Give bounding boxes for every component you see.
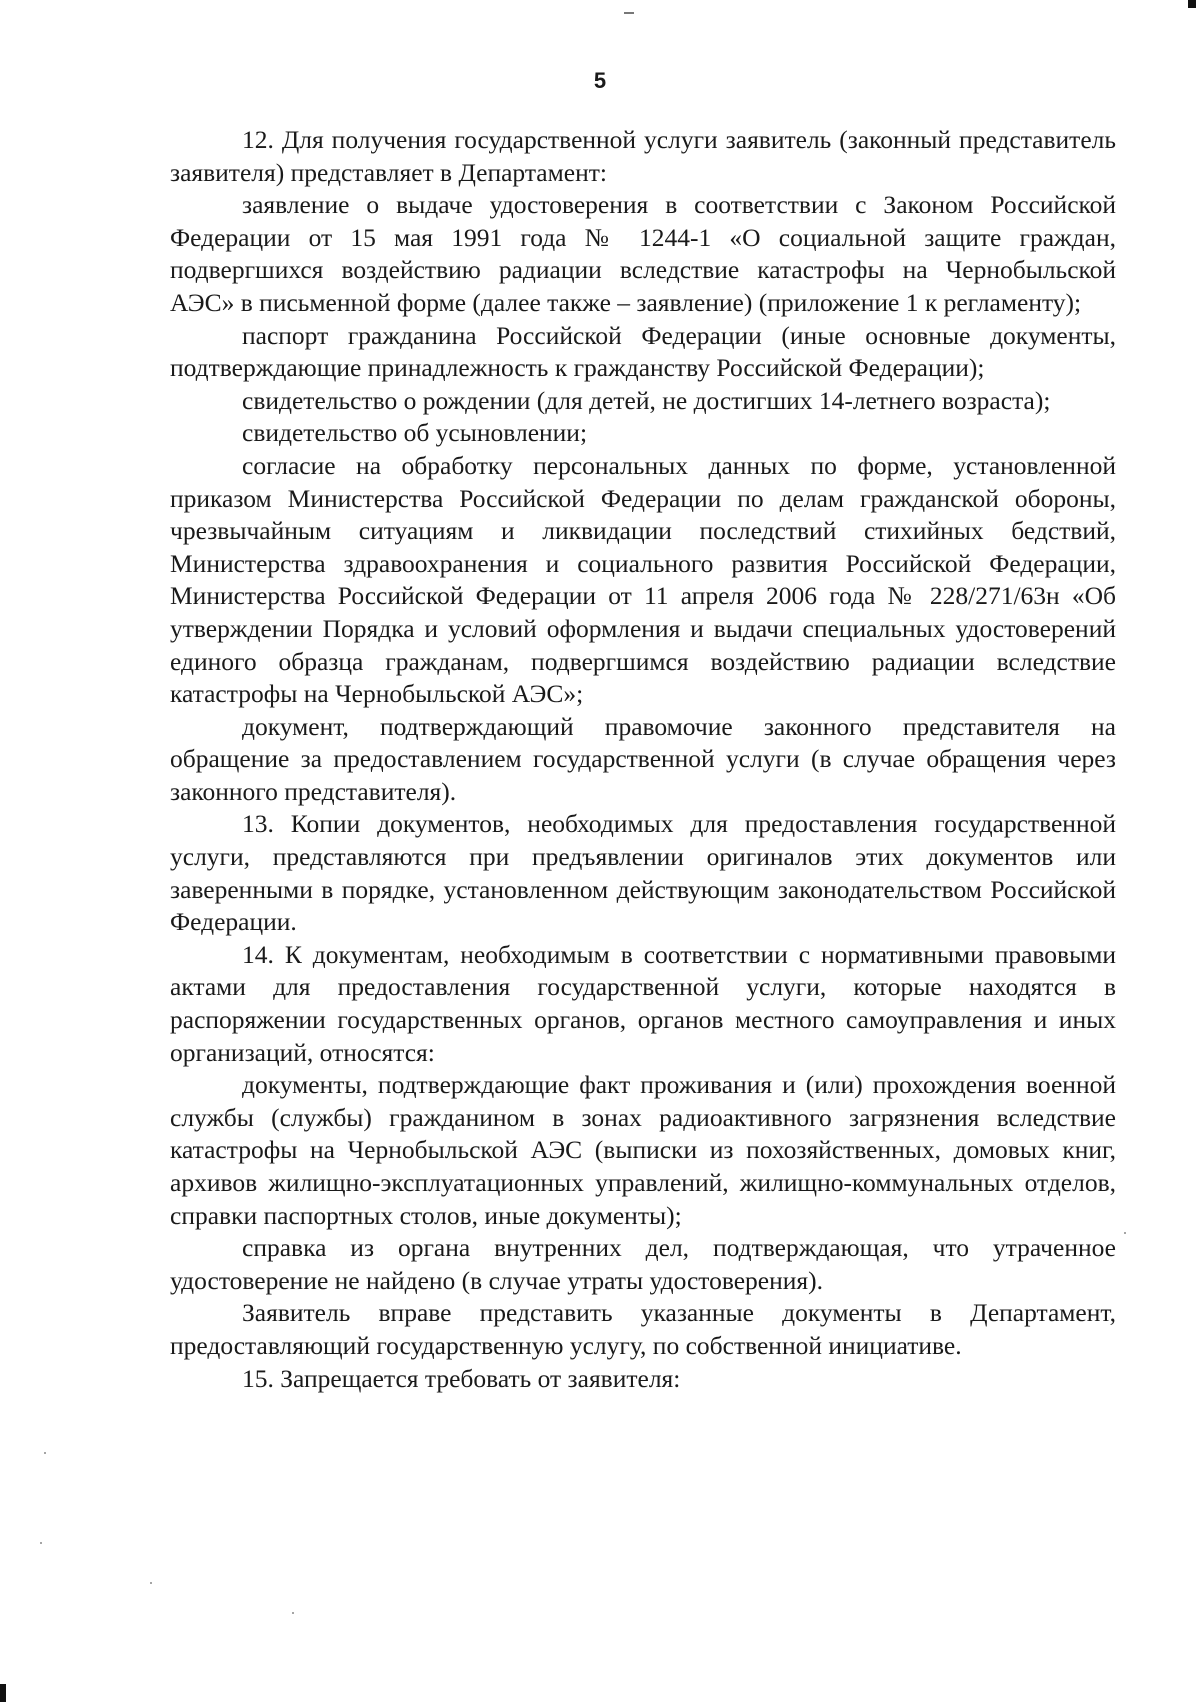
- paragraph-item-14: 14. К документам, необходимым в соответствии с нормативными правовыми актами для предоставления государственной услуги, которые находятся в распоряжении государственных органов, органов местного самоуправления и иных организаций, относятся:: [170, 939, 1116, 1067]
- paragraph-residence-documents: документы, подтверждающие факт проживания и (или) прохождения военной службы (службы) гражданином в зонах радиоактивного загрязнения вследствие катастрофы на Чернобыльской АЭС (выписки из похозяйственных, домовых книг, архивов жилищно-эксплуатационных управлений, жилищно-коммунальных отделов, справки паспортных столов, иные документы);: [170, 1070, 1116, 1230]
- paragraph-adoption-certificate: свидетельство об усыновлении;: [242, 418, 588, 448]
- paragraph-birth-certificate: свидетельство о рождении (для детей, не достигших 14-летнего возраста);: [242, 385, 1051, 415]
- paragraph-personal-data-consent: согласие на обработку персональных данных по форме, установленной приказом Министерства Российской Федерации по делам гражданской обороны, чрезвычайным ситуациям и ликвидации последствий стихийных бедствий, Министерства здравоохранения и социального развития Российской Федерации, Министерства Российской Федерации от 11 апреля 2006 года № 228/271/63н «Об утверждении Порядка и условий оформления и выдачи специальных удостоверений единого образца гражданам, подвергшимся воздействию радиации вследствие катастрофы на Чернобыльской АЭС»;: [170, 450, 1116, 709]
- paragraph-passport: паспорт гражданина Российской Федерации (иные основные документы, подтверждающие принадлежность к гражданству Российской Федерации);: [170, 320, 1116, 383]
- paragraph-applicant-initiative: Заявитель вправе представить указанные документы в Департамент, предоставляющий государственную услугу, по собственной инициативе.: [170, 1298, 1116, 1360]
- paragraph-item-12: 12. Для получения государственной услуги заявитель (законный представитель заявителя) представляет в Департамент:: [170, 125, 1116, 187]
- page-number: 5: [593, 68, 607, 93]
- speck: [292, 1612, 294, 1614]
- speck: [150, 1582, 152, 1584]
- paragraph-police-certificate: справка из органа внутренних дел, подтверждающая, что утраченное удостоверение не найдено (в случае утраты удостоверения).: [170, 1233, 1116, 1295]
- paragraph-representative-document: документ, подтверждающий правомочие законного представителя на обращение за предоставлением государственной услуги (в случае обращения через законного представителя).: [170, 711, 1116, 806]
- paragraph-item-15: 15. Запрещается требовать от заявителя:: [242, 1363, 681, 1393]
- speck: [40, 1542, 42, 1544]
- paragraph-item-13: 13. Копии документов, необходимых для предоставления государственной услуги, представляются при предъявлении оригиналов этих документов или заверенными в порядке, установленном действующим законодательством Российской Федерации.: [170, 809, 1116, 937]
- scan-artifact-bottom-left: [0, 1684, 6, 1702]
- speck: [1124, 1232, 1126, 1234]
- document-body: [170, 124, 1116, 1395]
- scan-artifact-top-right: [1188, 0, 1196, 8]
- paragraph-application: заявление о выдаче удостоверения в соответствии с Законом Российской Федерации от 15 мая 1991 года № 1244-1 «О социальной защите граждан, подвергшихся воздействию радиации вследствие катастрофы на Чернобыльской АЭС» в письменной форме (далее также – заявление) (приложение 1 к регламенту);: [170, 190, 1116, 317]
- scan-artifact-top-center: [624, 12, 634, 14]
- speck: [44, 1452, 46, 1454]
